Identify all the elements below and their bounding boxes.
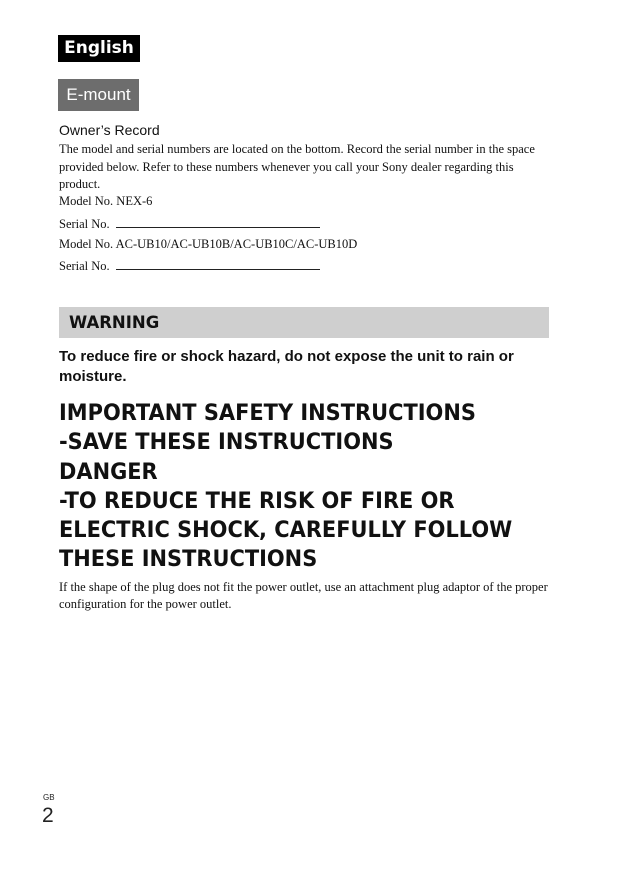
heading-line-2: -SAVE THESE INSTRUCTIONS: [59, 429, 394, 456]
plug-adaptor-text: If the shape of the plug does not fit the power outlet, use an attachment plug adaptor of the proper configuration for the power outlet.: [59, 580, 548, 611]
model-number-1: Model No. NEX-6: [59, 194, 153, 208]
language-tab: English: [58, 35, 140, 62]
serial-label-1: Serial No.: [59, 217, 110, 231]
warning-banner: [59, 307, 549, 338]
owners-record-title: Owner’s Record: [59, 122, 160, 138]
mount-tab: E-mount: [58, 79, 139, 111]
model-number-row-1: [59, 194, 152, 209]
serial-number-row-1: [59, 216, 320, 232]
owners-record-description: The model and serial numbers are located on the bottom. Record the serial number in the space provided below. Refer to these numbers whenever you call your Sony dealer regarding this product.: [59, 142, 535, 191]
model-number-2: Model No. AC-UB10/AC-UB10B/AC-UB10C/AC-UB10D: [59, 237, 358, 251]
heading-line-6: THESE INSTRUCTIONS: [59, 546, 318, 573]
warning-label: WARNING: [69, 313, 160, 332]
serial-blank-line-1: [116, 216, 320, 228]
page-number: 2: [42, 804, 54, 827]
heading-line-3: DANGER: [59, 458, 158, 485]
heading-line-1: IMPORTANT SAFETY INSTRUCTIONS: [59, 400, 476, 426]
serial-number-row-2: [59, 258, 320, 274]
model-number-row-2: [59, 237, 357, 252]
serial-blank-line-2: [116, 258, 320, 270]
region-code: GB: [43, 793, 55, 802]
warning-text: To reduce fire or shock hazard, do not expose the unit to rain or moisture.: [59, 348, 514, 385]
heading-line-5: ELECTRIC SHOCK, CAREFULLY FOLLOW: [59, 517, 513, 544]
serial-label-2: Serial No.: [59, 259, 110, 273]
heading-line-4: -TO REDUCE THE RISK OF FIRE OR: [59, 487, 455, 514]
safety-instructions-heading: [59, 399, 543, 575]
